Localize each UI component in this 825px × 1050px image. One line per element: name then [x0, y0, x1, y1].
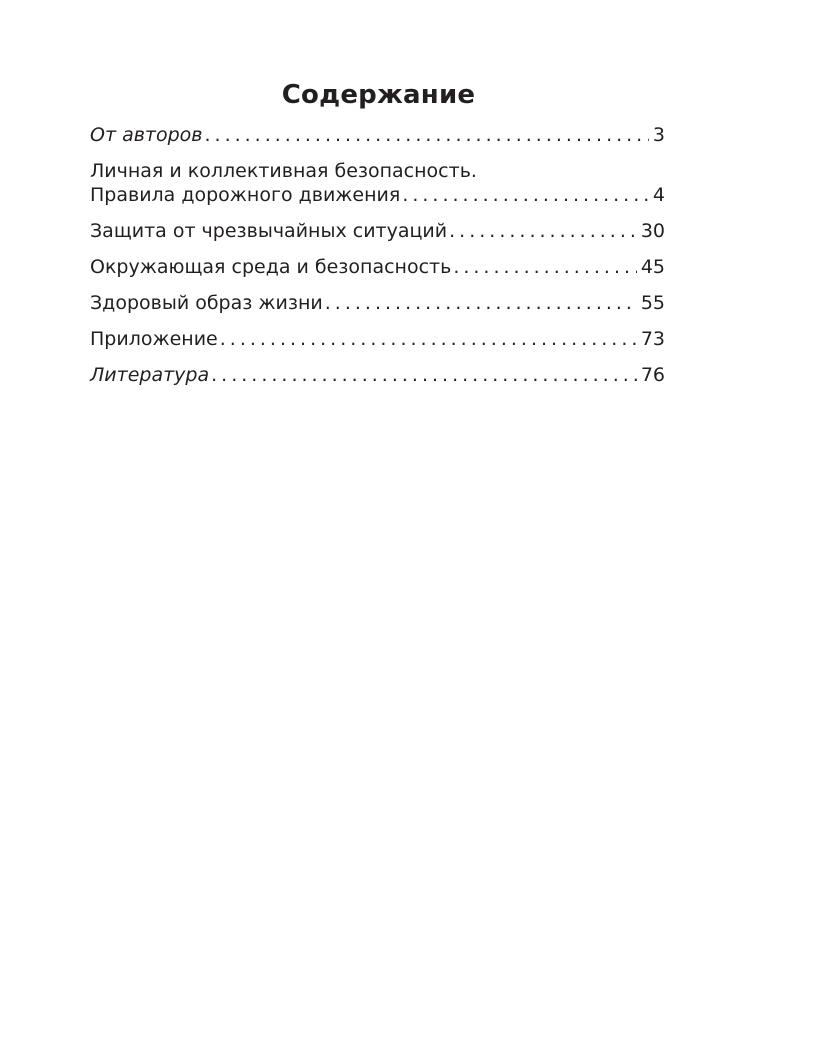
toc-entry-line	[90, 123, 665, 147]
dot-leader	[211, 363, 637, 387]
toc-entry-label: Окружающая среда и безопасность	[90, 256, 452, 278]
dot-leader	[220, 327, 637, 351]
dot-leader	[325, 291, 637, 315]
toc-entry-emergency-protection	[90, 219, 665, 243]
dot-leader	[453, 255, 637, 279]
toc-page-number: 3	[652, 124, 665, 146]
toc-page-number: 45	[640, 256, 665, 278]
toc-entry-line	[90, 327, 665, 351]
toc-entry-literature	[90, 363, 665, 387]
toc-entry-healthy-lifestyle	[90, 291, 665, 315]
toc-entry-label: Здоровый образ жизни	[90, 292, 323, 314]
toc-page-number: 30	[640, 220, 665, 242]
toc-entry-line	[90, 255, 665, 279]
toc-entry-authors	[90, 123, 665, 147]
toc-entry-line	[90, 363, 665, 387]
toc-entry-label: Литература	[90, 364, 210, 386]
toc-entry-appendix	[90, 327, 665, 351]
toc-entry-label: Личная и коллективная безопасность.	[90, 160, 477, 182]
toc-entry-label: Приложение	[90, 328, 218, 350]
toc-entry-line	[90, 219, 665, 243]
dot-leader	[449, 219, 637, 243]
toc-page-number: 4	[652, 184, 665, 206]
table-of-contents	[90, 123, 665, 399]
dot-leader	[402, 183, 649, 207]
toc-entry-line	[90, 291, 665, 315]
toc-entry-label: Защита от чрезвычайных ситуаций	[90, 220, 448, 242]
toc-page-number: 55	[640, 292, 665, 314]
toc-page-number: 76	[640, 364, 665, 386]
toc-entry-personal-safety	[90, 159, 665, 207]
toc-entry-line	[90, 183, 665, 207]
page-title: Содержание	[281, 80, 476, 111]
toc-entry-label: Правила дорожного движения	[90, 184, 401, 206]
toc-entry-line	[90, 159, 665, 183]
dot-leader	[204, 123, 648, 147]
toc-entry-label: От авторов	[90, 124, 203, 146]
toc-entry-environment	[90, 255, 665, 279]
toc-page-number: 73	[640, 328, 665, 350]
